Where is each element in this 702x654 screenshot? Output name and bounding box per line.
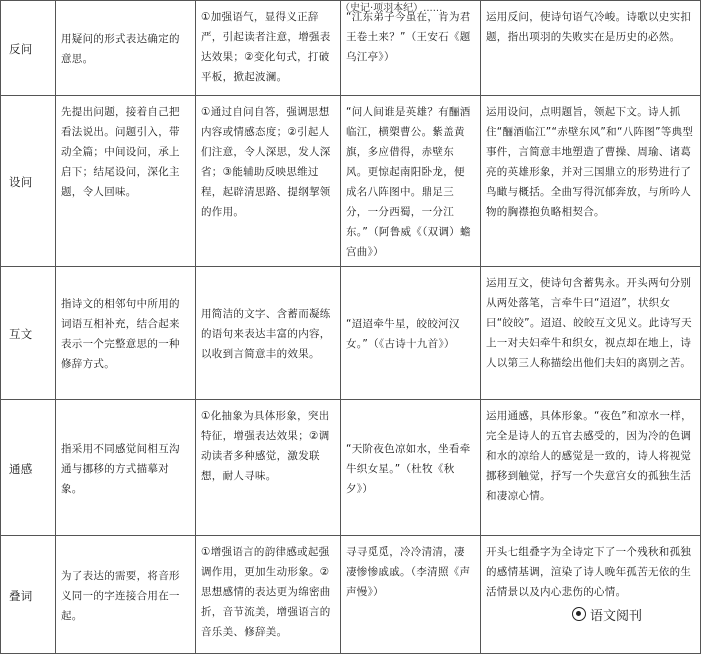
effect-cell: 用简洁的文字、含蓄而凝练的语句来表达丰富的内容，以收到言简意丰的效果。 <box>196 267 341 400</box>
example-cell: 寻寻觅觅，冷冷清清，凄凄惨惨戚戚。（李清照《声声慢》） <box>341 536 481 654</box>
table-row <box>1 400 701 536</box>
analysis-cell: 运用反问，使诗句语气冷峻。诗歌以史实扣题，指出项羽的失败实在是历史的必然。 <box>481 1 701 96</box>
example-cell: “江东弟子今虽在，肯为君王卷土来？”（王安石《题乌江亭》） <box>341 1 481 96</box>
wechat-logo-icon <box>572 607 586 621</box>
effect-cell: ①通过自问自答，强调思想内容或情感态度；②引起人们注意，令人深思，发人深省；③能辅助反映思维过程，起辟清思路、提纲挈领的作用。 <box>196 96 341 267</box>
example-cell: “问人间谁是英雄？有酾酒临江，横槊曹公。紫盖黄旗，多应借得，赤壁东风。更惊起南阳卧龙，便成名八阵图中。鼎足三分，一分西蜀，一分江东。”（阿鲁威《（双调）蟾宫曲》） <box>341 96 481 267</box>
definition-cell: 指诗文的相邻句中所用的词语互相补充，结合起来表示一个完整意思的一种修辞方式。 <box>56 267 196 400</box>
table-row <box>1 536 701 654</box>
term-cell: 通感 <box>1 400 56 536</box>
term-cell: 叠词 <box>1 536 56 654</box>
definition-cell: 为了表达的需要，将音形义同一的字连接合用在一起。 <box>56 536 196 654</box>
definition-cell: 用疑问的形式表达确定的意思。 <box>56 1 196 96</box>
example-cell: “天阶夜色凉如水，坐看牵牛织女星。”（杜牧《秋夕》） <box>341 400 481 536</box>
term-cell: 反问 <box>1 1 56 96</box>
table-row <box>1 96 701 267</box>
top-cut-text: （史记·项羽本纪）...... <box>340 3 443 14</box>
example-cell: “迢迢牵牛星，皎皎河汉女。”（《古诗十九首》） <box>341 267 481 400</box>
watermark-text: 语文阅刊 <box>589 608 642 624</box>
analysis-cell: 开头七组叠字为全诗定下了一个残秋和孤独的感情基调，渲染了诗人晚年孤苦无依的生活情景以及内心悲伤的心情。 <box>481 536 701 654</box>
watermark <box>570 604 644 624</box>
table-row <box>1 1 701 96</box>
effect-cell: ①化抽象为具体形象，突出特征，增强表达效果；②调动读者多种感觉，激发联想，耐人寻味。 <box>196 400 341 536</box>
analysis-cell: 运用设问，点明题旨，领起下文。诗人抓住“酾酒临江”“赤壁东风”和“八阵图”等典型事件，言简意丰地塑造了曹操、周瑜、诸葛亮的英雄形象，并对三国鼎立的形势进行了鸟瞰与概括。全曲写得沉郁奔放，与所吟人物的胸襟抱负略相契合。 <box>481 96 701 267</box>
effect-cell: ①增强语言的韵律感或起强调作用，更加生动形象。②思想感情的表达更为绵密曲折，音节流美，增强语言的音乐美、修辞美。 <box>196 536 341 654</box>
table-row <box>1 267 701 400</box>
analysis-cell: 运用互文，使诗句含蓄隽永。开头两句分别从两处落笔，言牵牛曰“迢迢”，状织女曰“皎皎”。迢迢、皎皎互文见义。此诗写天上一对夫妇牵牛和织女，视点却在地上，诗人以第三人称描绘出他们夫妇的离别之苦。 <box>481 267 701 400</box>
term-cell: 互文 <box>1 267 56 400</box>
effect-cell: ①加强语气，显得义正辞严，引起读者注意，增强表达效果；②变化句式，打破平板，掀起波澜。 <box>196 1 341 96</box>
definition-cell: 先提出问题，接着自己把看法说出。问题引入，带动全篇；中间设问，承上启下；结尾设问，深化主题，令人回味。 <box>56 96 196 267</box>
term-cell: 设问 <box>1 96 56 267</box>
definition-cell: 指采用不同感觉间相互沟通与挪移的方式描摹对象。 <box>56 400 196 536</box>
analysis-cell: 运用通感，具体形象。“夜色”和凉水一样，完全是诗人的五官去感受的，因为冷的色调和水的凉给人的感觉是一致的，诗人将视觉挪移到触觉，抒写一个失意宫女的孤独生活和凄凉心情。 <box>481 400 701 536</box>
